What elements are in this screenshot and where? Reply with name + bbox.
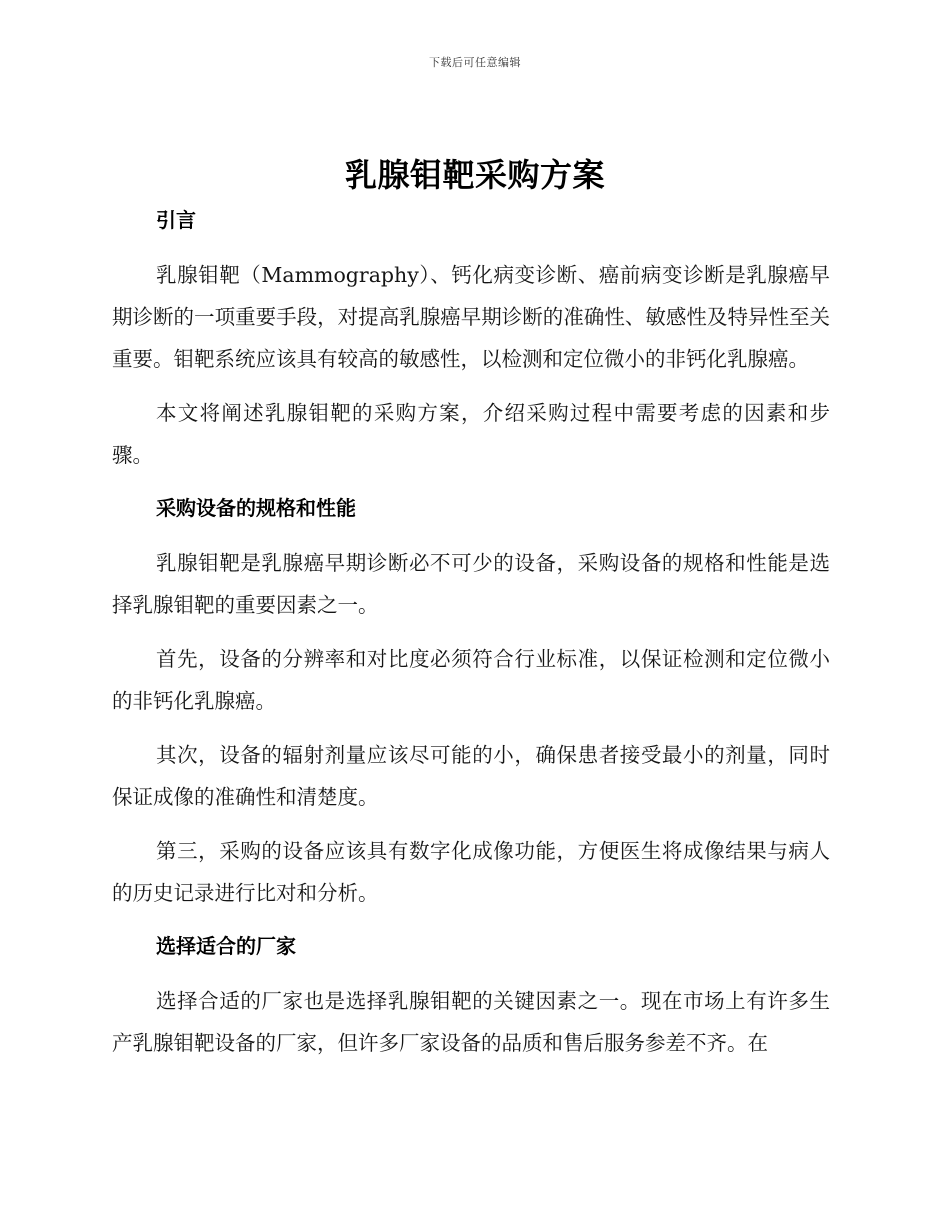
paragraph: 其次，设备的辐射剂量应该尽可能的小，确保患者接受最小的剂量，同时保证成像的准确性和清楚度。 (112, 743, 830, 809)
running-header: 下载后可任意编辑 (429, 56, 521, 69)
document-body (112, 200, 830, 1064)
paragraph: 选择合适的厂家也是选择乳腺钼靶的关键因素之一。现在市场上有许多生产乳腺钼靶设备的厂家，但许多厂家设备的品质和售后服务参差不齐。在 (112, 989, 830, 1055)
section-heading-manufacturer: 选择适合的厂家 (156, 934, 296, 958)
paragraph: 首先，设备的分辨率和对比度必须符合行业标准，以保证检测和定位微小的非钙化乳腺癌。 (112, 647, 830, 713)
paragraph: 第三，采购的设备应该具有数字化成像功能，方便医生将成像结果与病人的历史记录进行比对和分析。 (112, 839, 830, 905)
paragraph: 乳腺钼靶（Mammography）、钙化病变诊断、癌前病变诊断是乳腺癌早期诊断的一项重要手段，对提高乳腺癌早期诊断的准确性、敏感性及特异性至关重要。钼靶系统应该具有较高的敏感性，以检测和定位微小的非钙化乳腺癌。 (112, 263, 830, 371)
paragraph: 本文将阐述乳腺钼靶的采购方案，介绍采购过程中需要考虑的因素和步骤。 (112, 401, 830, 467)
section-heading-introduction: 引言 (156, 208, 196, 232)
document-title: 乳腺钼靶采购方案 (344, 156, 605, 194)
paragraph: 乳腺钼靶是乳腺癌早期诊断必不可少的设备，采购设备的规格和性能是选择乳腺钼靶的重要因素之一。 (112, 551, 830, 617)
section-heading-specifications: 采购设备的规格和性能 (156, 496, 356, 520)
